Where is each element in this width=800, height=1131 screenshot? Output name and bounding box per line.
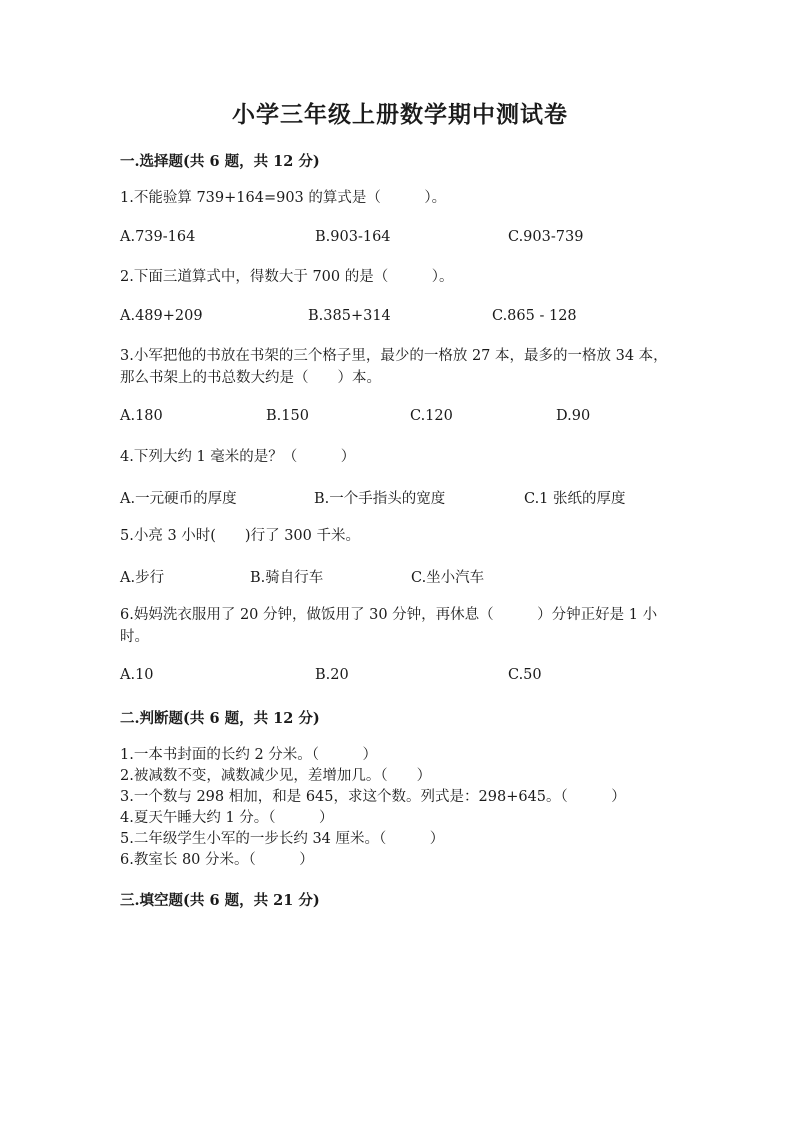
tf-question-6: 6.教室长 80 分米。（ ） bbox=[120, 852, 314, 868]
q5-option-a: A.步行 bbox=[120, 570, 165, 586]
question-3: 3.小军把他的书放在书架的三个格子里，最少的一格放 27 本，最多的一格放 34 本，那么书架上的书总数大约是（ ）本。 bbox=[120, 348, 668, 386]
q1-option-a: A.739-164 bbox=[120, 229, 196, 245]
q4-option-b: B.一个手指头的宽度 bbox=[314, 491, 446, 507]
q2-option-c: C.865 - 128 bbox=[492, 308, 577, 324]
tf-question-2: 2.被减数不变，减数减少见，差增加几。（ ） bbox=[120, 768, 432, 784]
tf-question-4: 4.夏天午睡大约 1 分。（ ） bbox=[120, 810, 334, 826]
section-heading-fill-blank: 三.填空题(共 6 题，共 21 分) bbox=[120, 892, 320, 909]
q1-option-c: C.903-739 bbox=[508, 229, 584, 245]
q6-option-a: A.10 bbox=[120, 667, 154, 683]
section-heading-multiple-choice: 一.选择题(共 6 题，共 12 分) bbox=[120, 153, 320, 170]
q3-option-a: A.180 bbox=[120, 408, 163, 424]
question-4: 4.下列大约 1 毫米的是？（ ） bbox=[120, 449, 356, 465]
q6-option-c: C.50 bbox=[508, 667, 542, 683]
question-5: 5.小亮 3 小时( )行了 300 千米。 bbox=[120, 528, 360, 544]
section-heading-true-false: 二.判断题(共 6 题，共 12 分) bbox=[120, 710, 320, 727]
q2-option-b: B.385+314 bbox=[308, 308, 391, 324]
page-title: 小学三年级上册数学期中测试卷 bbox=[232, 101, 568, 128]
q4-option-a: A.一元硬币的厚度 bbox=[120, 491, 237, 507]
q5-option-b: B.骑自行车 bbox=[250, 570, 324, 586]
q3-option-b: B.150 bbox=[266, 408, 309, 424]
question-6: 6.妈妈洗衣服用了 20 分钟，做饭用了 30 分钟，再休息（ ）分钟正好是 1 小时。 bbox=[120, 607, 658, 645]
q3-option-c: C.120 bbox=[410, 408, 453, 424]
question-1: 1.不能验算 739+164=903 的算式是（ ）。 bbox=[120, 190, 447, 206]
q4-option-c: C.1 张纸的厚度 bbox=[524, 491, 626, 507]
q3-option-d: D.90 bbox=[556, 408, 591, 424]
tf-question-3: 3.一个数与 298 相加，和是 645，求这个数。列式是：298+645。（ ） bbox=[120, 789, 626, 805]
q5-option-c: C.坐小汽车 bbox=[411, 570, 485, 586]
tf-question-1: 1.一本书封面的长约 2 分米。（ ） bbox=[120, 747, 378, 763]
q1-option-b: B.903-164 bbox=[315, 229, 391, 245]
tf-question-5: 5.二年级学生小军的一步长约 34 厘米。（ ） bbox=[120, 831, 445, 847]
q6-option-b: B.20 bbox=[315, 667, 349, 683]
q2-option-a: A.489+209 bbox=[120, 308, 203, 324]
question-2: 2.下面三道算式中，得数大于 700 的是（ ）。 bbox=[120, 269, 454, 285]
